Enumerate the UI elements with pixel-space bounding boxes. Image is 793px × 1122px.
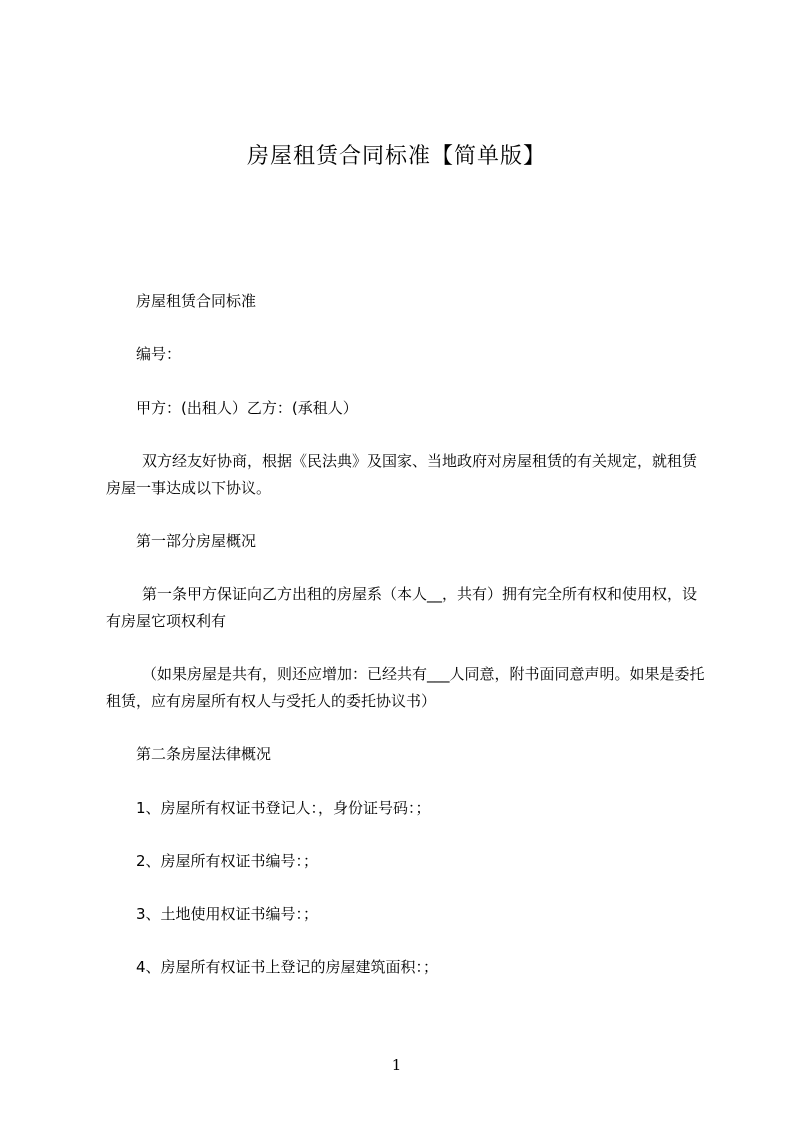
- document-title: 房屋租赁合同标准【简单版】: [246, 144, 546, 169]
- contract-number-label: 编号：: [136, 345, 182, 363]
- page-number: 1: [391, 1056, 402, 1074]
- article-one-paragraph: 第一条甲方保证向乙方出租的房屋系（本人__，共有）拥有完全所有权和使用权，设有房屋它项权利有: [106, 585, 698, 630]
- contract-heading: 房屋租赁合同标准: [136, 292, 257, 310]
- parties-line: 甲方：(出租人）乙方：(承租人）: [136, 399, 358, 417]
- section-heading-part-one: 第一部分房屋概况: [136, 532, 257, 550]
- list-item: 4、房屋所有权证书上登记的房屋建筑面积：；: [136, 958, 439, 976]
- list-item: 2、房屋所有权证书编号：；: [136, 852, 319, 870]
- list-item: 3、土地使用权证书编号：；: [136, 905, 319, 923]
- preamble-paragraph: 双方经友好协商，根据《民法典》及国家、当地政府对房屋租赁的有关规定，就租赁房屋一事达成以下协议。: [106, 452, 698, 497]
- list-item: 1、房屋所有权证书登记人：，身份证号码：；: [136, 799, 431, 817]
- article-two-heading: 第二条房屋法律概况: [136, 745, 272, 763]
- co-ownership-note: （如果房屋是共有，则还应增加：已经共有___人同意，附书面同意声明。如果是委托租赁，应有房屋所有权人与受托人的委托协议书）: [106, 665, 705, 710]
